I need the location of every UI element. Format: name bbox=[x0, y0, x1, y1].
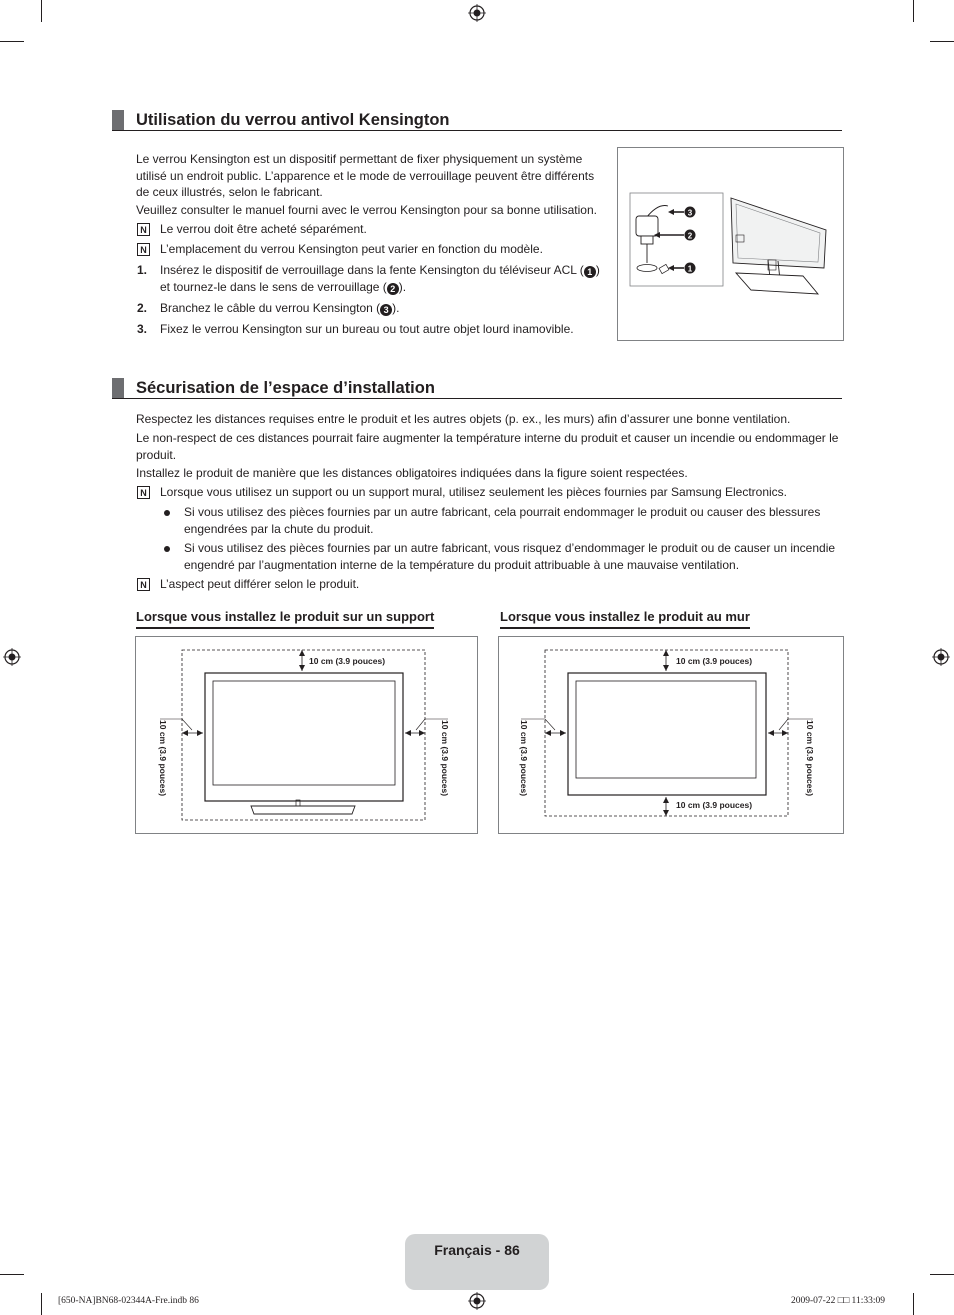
section-title-installation bbox=[112, 378, 842, 399]
figure-marker-2: 2 bbox=[687, 231, 693, 241]
wall-figure-title: Lorsque vous installez le produit au mur bbox=[500, 609, 750, 629]
paragraph: Respectez les distances requises entre le produit et les autres objets (p. ex., les murs) afin d’assurer une bonne ventilation. bbox=[136, 412, 791, 426]
step-number: 3. bbox=[137, 322, 148, 336]
note-icon bbox=[137, 578, 150, 591]
paragraph: Installez le produit de manière que les distances obligatoires indiquées dans la figure soient respectées. bbox=[136, 466, 688, 480]
note-text: L’emplacement du verrou Kensington peut varier en fonction du modèle. bbox=[160, 242, 543, 256]
step-text: Branchez le câble du verrou Kensington ( 3 ). bbox=[160, 301, 400, 315]
print-slug-left: [650-NA]BN68-02344A-Fre.indb 86 bbox=[58, 1296, 199, 1306]
stand-figure-title: Lorsque vous installez le produit sur un support bbox=[136, 609, 434, 629]
bullet-text: Si vous utilisez des pièces fournies par un autre fabricant, vous risquez d’endommager le produit ou de causer un incendie engendré par l’augmentation interne de la température du produit attribuable à une mauvaise ventilation. bbox=[184, 541, 836, 572]
step-number: 1. bbox=[137, 263, 148, 277]
clearance-label-right: 10 cm (3.9 pouces) bbox=[805, 720, 815, 797]
clearance-label-left: 10 cm (3.9 pouces) bbox=[158, 720, 168, 797]
svg-text:N: N bbox=[140, 245, 147, 255]
note-icon bbox=[137, 223, 150, 236]
svg-text:N: N bbox=[140, 580, 147, 590]
page-number: Français - 86 bbox=[434, 1242, 520, 1258]
figure-marker-1: 1 bbox=[687, 264, 693, 274]
intro-paragraph: Le verrou Kensington est un dispositif permettant de fixer physiquement un système utilisé un endroit public. L’apparence et le mode de verrouillage peuvent être différents de ceux illustrés, selon le fabricant. bbox=[136, 152, 595, 199]
wall-illustration bbox=[499, 637, 843, 833]
note-text: Le verrou doit être acheté séparément. bbox=[160, 222, 367, 236]
registration-mark-icon bbox=[932, 648, 950, 666]
note-icon bbox=[137, 486, 150, 499]
stand-clearance-figure bbox=[135, 636, 478, 834]
svg-text:N: N bbox=[140, 225, 147, 235]
step-text: Fixez le verrou Kensington sur un bureau ou tout autre objet lourd inamovible. bbox=[160, 322, 574, 336]
figure-marker-3: 3 bbox=[687, 208, 693, 218]
intro-paragraph: Veuillez consulter le manuel fourni avec le verrou Kensington pour sa bonne utilisation. bbox=[136, 203, 597, 217]
registration-mark-icon bbox=[468, 1292, 486, 1310]
kensington-figure bbox=[617, 147, 844, 341]
clearance-label-top: 10 cm (3.9 pouces) bbox=[309, 656, 386, 666]
registration-mark-icon bbox=[3, 648, 21, 666]
stand-illustration bbox=[136, 637, 477, 833]
marker-1-icon: 1 bbox=[584, 266, 596, 278]
section-title-kensington bbox=[112, 110, 842, 131]
note-text: L’aspect peut différer selon le produit. bbox=[160, 577, 360, 591]
bullet-text: Si vous utilisez des pièces fournies par un autre fabricant, cela pourrait endommager le produit ou causer des blessures engendrées par la chute du produit. bbox=[184, 505, 821, 536]
crop-mark-icon bbox=[913, 0, 914, 22]
section-title-text: Sécurisation de l’espace d’installation bbox=[136, 379, 435, 397]
print-slug-right: 2009-07-22 □□ 11:33:09 bbox=[791, 1296, 885, 1306]
clearance-label-right: 10 cm (3.9 pouces) bbox=[440, 720, 450, 797]
marker-3-icon: 3 bbox=[380, 304, 392, 316]
note-icon bbox=[137, 243, 150, 256]
bullet-icon bbox=[164, 546, 170, 552]
page-number-tab bbox=[405, 1234, 549, 1290]
crop-mark-icon bbox=[913, 1293, 914, 1315]
crop-mark-icon bbox=[930, 41, 954, 42]
crop-mark-icon bbox=[930, 1274, 954, 1275]
section-bar bbox=[112, 378, 124, 398]
crop-mark-icon bbox=[0, 1274, 24, 1275]
clearance-label-bottom: 10 cm (3.9 pouces) bbox=[676, 800, 753, 810]
section-title-text: Utilisation du verrou antivol Kensington bbox=[136, 111, 450, 129]
clearance-label-left: 10 cm (3.9 pouces) bbox=[519, 720, 529, 797]
registration-mark-icon bbox=[468, 4, 486, 22]
bullet-icon bbox=[164, 510, 170, 516]
section-bar bbox=[112, 110, 124, 130]
kensington-illustration bbox=[618, 148, 843, 340]
crop-mark-icon bbox=[41, 1293, 42, 1315]
wall-clearance-figure bbox=[498, 636, 844, 834]
step-number: 2. bbox=[137, 301, 148, 315]
step-text: Insérez le dispositif de verrouillage dans la fente Kensington du téléviseur ACL ( 1 ) et tournez-le dans le sens de verrouillage ( 2 ). bbox=[160, 263, 600, 294]
crop-mark-icon bbox=[0, 41, 24, 42]
svg-text:N: N bbox=[140, 488, 147, 498]
clearance-label-top: 10 cm (3.9 pouces) bbox=[676, 656, 753, 666]
paragraph: Le non-respect de ces distances pourrait faire augmenter la température interne du produit et causer un incendie ou endommager le produit. bbox=[136, 431, 839, 462]
marker-2-icon: 2 bbox=[387, 283, 399, 295]
note-text: Lorsque vous utilisez un support ou un support mural, utilisez seulement les pièces fournies par Samsung Electronics. bbox=[160, 485, 787, 499]
crop-mark-icon bbox=[41, 0, 42, 22]
